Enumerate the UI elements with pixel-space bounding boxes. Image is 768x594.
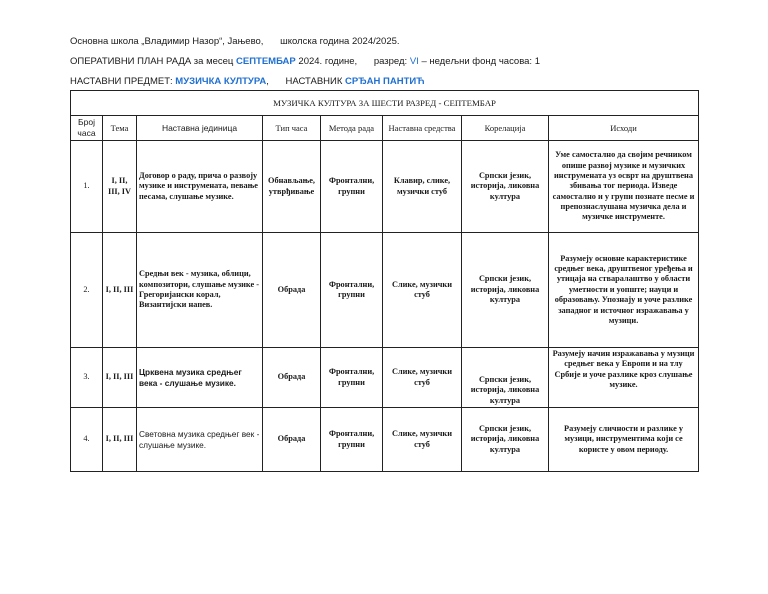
teacher-value: СРЂАН ПАНТИЋ bbox=[345, 76, 425, 87]
row-outcomes: Разумеју сличности и разлике у музици, инструментима који се користе у овом периоду. bbox=[549, 408, 699, 472]
school-year: школска година 2024/2025. bbox=[280, 36, 400, 47]
table-row bbox=[71, 233, 699, 348]
grade-value: VI bbox=[409, 56, 419, 67]
row-type: Обрада bbox=[263, 233, 321, 348]
table-title: МУЗИЧКА КУЛТУРА ЗА ШЕСТИ РАЗРЕД - СЕПТЕМБАР bbox=[71, 91, 699, 116]
row-correlation: Српски језик, историја, ликовна култура bbox=[462, 348, 549, 408]
plan-prefix: ОПЕРАТИВНИ ПЛАН РАДА за месец bbox=[70, 56, 234, 67]
subject-value: МУЗИЧКА КУЛТУРА bbox=[175, 76, 267, 87]
school-name: Основна школа „Владимир Назор“, Јањево, bbox=[70, 36, 264, 47]
col-header-number: Број часа bbox=[71, 116, 103, 141]
header-line-2 bbox=[70, 56, 540, 67]
table-row bbox=[71, 348, 699, 408]
row-topic: I, II, III bbox=[103, 408, 137, 472]
row-outcomes: Уме самостално да својим речником опише развој музике и музичких инструмената уз осврт на друштвена збивања тог периода. Изведе самостално и у групи познате песме и препознаслушана музичка дела и музичке инструменте. bbox=[549, 141, 699, 233]
plan-table bbox=[70, 90, 699, 472]
row-topic: I, II, III bbox=[103, 233, 137, 348]
row-topic: I, II, III bbox=[103, 348, 137, 408]
row-correlation: Српски језик, историја, ликовна култура bbox=[462, 233, 549, 348]
row-resources: Слике, музички стуб bbox=[383, 408, 462, 472]
header-line-3: НАСТАВНИ ПРЕДМЕТ: МУЗИЧКА КУЛТУРА, НАСТАВНИК СРЂАН ПАНТИЋ bbox=[70, 76, 425, 87]
row-method: Фронтални, групни bbox=[321, 408, 383, 472]
plan-year: 2024. године, bbox=[298, 56, 358, 67]
col-header-unit: Наставна јединица bbox=[137, 116, 263, 141]
row-outcomes: Разумеју начин изражавања у музици средњег века у Европи и на тлу Србије и уоче разлике кроз слушање музике. bbox=[549, 348, 699, 408]
row-number: 2. bbox=[71, 233, 103, 348]
row-type: Обрада bbox=[263, 408, 321, 472]
grade-label: разред: bbox=[373, 56, 408, 67]
plan-month: СЕПТЕМБАР bbox=[236, 56, 296, 67]
row-outcomes: Разумеју основне карактеристике средњег века, друштвеног уређења и утицаја на стваралаштво у области уметности и уопште; науци и образовању. Упознају и уоче разлике западног и источног изражавања у музици. bbox=[549, 233, 699, 348]
weekly-fund: – недељни фонд часова: 1 bbox=[421, 56, 540, 67]
row-type: Обрада bbox=[263, 348, 321, 408]
teacher-label: НАСТАВНИК bbox=[285, 76, 343, 87]
col-header-type: Тип часа bbox=[263, 116, 321, 141]
row-method: Фронтални, групни bbox=[321, 233, 383, 348]
col-header-correlation: Корелација bbox=[462, 116, 549, 141]
row-number: 3. bbox=[71, 348, 103, 408]
row-method: Фронтални, групни bbox=[321, 141, 383, 233]
table-header-row bbox=[71, 116, 699, 141]
row-unit: Црквена музика средњег века - слушање музике. bbox=[137, 348, 263, 408]
table-row bbox=[71, 141, 699, 233]
row-method: Фронтални, групни bbox=[321, 348, 383, 408]
row-unit: Договор о раду, прича о развоју музике и инструмената, певање песама, слушање музике. bbox=[137, 141, 263, 233]
row-correlation: Српски језик, историја, ликовна култура bbox=[462, 141, 549, 233]
row-correlation: Српски језик, историја, ликовна култура bbox=[462, 408, 549, 472]
row-unit: Световна музика средњег век - слушање музике. bbox=[137, 408, 263, 472]
row-unit: Средњи век - музика, облици, композитори, слушање музике - Грегоријански корал, Византијски напев. bbox=[137, 233, 263, 348]
row-resources: Слике, музички стуб bbox=[383, 233, 462, 348]
row-type: Обнављање, утврђивање bbox=[263, 141, 321, 233]
table-row bbox=[71, 408, 699, 472]
col-header-topic: Тема bbox=[103, 116, 137, 141]
col-header-method: Метода рада bbox=[321, 116, 383, 141]
row-topic: I, II, III, IV bbox=[103, 141, 137, 233]
header-line-1 bbox=[70, 36, 400, 47]
row-resources: Слике, музички стуб bbox=[383, 348, 462, 408]
subject-label: НАСТАВНИ ПРЕДМЕТ: bbox=[70, 76, 173, 87]
col-header-outcomes: Исходи bbox=[549, 116, 699, 141]
row-number: 1. bbox=[71, 141, 103, 233]
row-number: 4. bbox=[71, 408, 103, 472]
col-header-resources: Наставна средства bbox=[383, 116, 462, 141]
row-resources: Клавир, слике, музички стуб bbox=[383, 141, 462, 233]
